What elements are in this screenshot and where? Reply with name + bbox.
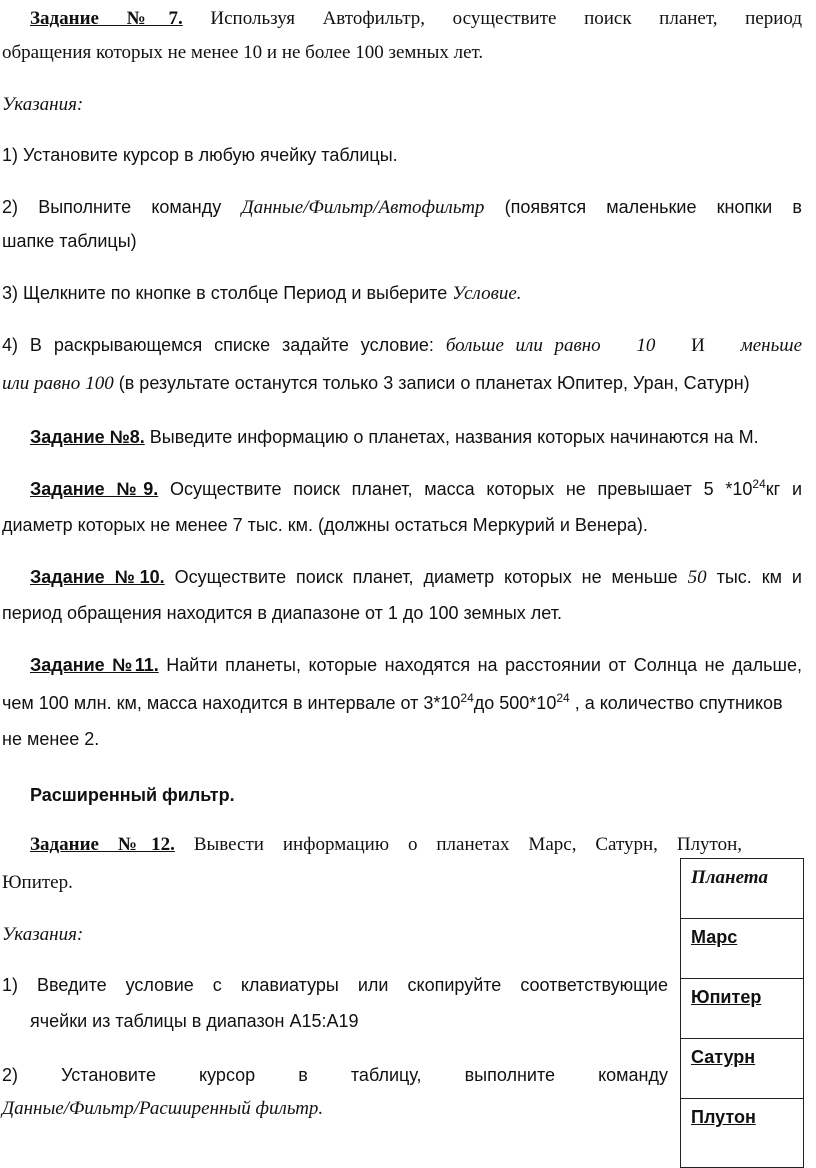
criteria-cell: Юпитер — [691, 987, 762, 1007]
table-row — [681, 859, 804, 919]
task11-text1: Найти планеты, которые находятся на расстоянии от Солнца не дальше, — [166, 655, 802, 675]
adv-step1-line1: 1) Введите условие с клавиатуры или скопируйте соответствующие — [2, 975, 668, 995]
step1-text: 1) Установите курсор в любую ячейку таблицы. — [2, 145, 398, 165]
table-row — [681, 1039, 804, 1099]
step2-command: Данные/Фильтр/Автофильтр — [241, 197, 485, 218]
step4-val1: 10 — [636, 335, 656, 356]
task10-val: 50 — [687, 567, 707, 588]
adv-step2-line2: Данные/Фильтр/Расширенный фильтр. — [2, 1098, 324, 1119]
step3-italic: Условие. — [452, 283, 522, 304]
task12-text1: Вывести информацию о планетах Марс, Сатурн, Плутон, — [193, 834, 743, 855]
task8-line — [2, 420, 802, 454]
task10-line2: период обращения находится в диапазоне от 1 до 100 земных лет. — [2, 603, 562, 623]
step3-line — [2, 276, 802, 311]
step3-prefix: 3) Щелкните по кнопке в столбце Период и выберите — [2, 283, 448, 303]
task7-line1 — [2, 2, 802, 36]
task12-line1 — [2, 828, 742, 862]
task8-text: Выведите информацию о планетах, названия которых начинаются на М. — [149, 427, 759, 447]
criteria-cell: Марс — [691, 927, 738, 947]
step4-prefix: 4) В раскрывающемся списке задайте условие: — [2, 335, 434, 355]
task12-line2: Юпитер. — [2, 872, 73, 893]
task11-title: Задание №11. — [30, 655, 159, 675]
hints-label: Указания: — [2, 94, 84, 115]
step4-and: И — [691, 335, 705, 356]
step2-line2: шапке таблицы) — [2, 231, 137, 251]
task9-line2: диаметр которых не менее 7 тыс. км. (должны остаться Меркурий и Венера). — [2, 515, 648, 535]
task7-line2: обращения которых не менее 10 и не более 100 земных лет. — [2, 42, 484, 63]
step2-prefix: 2) Выполните команду — [2, 197, 222, 217]
task10-text1b: тыс. км и — [716, 567, 802, 587]
table-row — [681, 1099, 804, 1168]
task7-text1: Используя Автофильтр, осуществите поиск планет, период — [210, 8, 802, 29]
task8-title: Задание №8. — [30, 427, 145, 447]
criteria-header: Планета — [681, 859, 804, 919]
task10-title: Задание №10. — [30, 567, 165, 587]
task9-title: Задание №9. — [30, 479, 159, 499]
step4-cond2b: или равно — [2, 373, 81, 394]
hints2-label: Указания: — [2, 924, 84, 945]
task7-title: Задание №7. — [30, 8, 183, 29]
task11-line3: не менее 2. — [2, 729, 100, 749]
step4-line1 — [2, 328, 802, 363]
criteria-cell: Сатурн — [691, 1047, 756, 1067]
task9-text1a: Осуществите поиск планет, масса которых не превышает 5 $*10^{24}кг$ и — [169, 477, 802, 499]
step4-val2: 100 — [85, 373, 114, 394]
table-row — [681, 919, 804, 979]
step4-suffix: (в результате останутся только 3 записи о планетах Юпитер, Уран, Сатурн) — [118, 373, 750, 393]
step4-cond2: меньше — [740, 335, 803, 356]
step4-cond1: больше или равно — [445, 335, 601, 356]
adv-step1-line2: ячейки из таблицы в диапазон А15:А19 — [30, 1011, 359, 1031]
step4-line2 — [2, 366, 802, 401]
task11-line2: чем 100 млн. км, масса находится в интервале от $3*10^{24}до$ $500*10^{24}$ , а количество спутников — [2, 691, 783, 713]
task12-title: Задание №12. — [30, 834, 175, 855]
step2-suffix: (появятся маленькие кнопки в — [504, 197, 802, 217]
adv-filter-heading: Расширенный фильтр. — [30, 785, 235, 805]
adv-step2-line1: 2) Установите курсор в таблицу, выполните команду — [2, 1065, 668, 1085]
task9-line1 — [2, 472, 802, 506]
task10-line1 — [2, 560, 802, 595]
criteria-cell: Плутон — [691, 1107, 756, 1127]
table-row — [681, 979, 804, 1039]
task11-line1 — [2, 648, 802, 682]
step2-line1 — [2, 190, 802, 225]
task10-text1a: Осуществите поиск планет, диаметр которых не меньше — [174, 567, 678, 587]
criteria-table — [680, 858, 804, 1168]
